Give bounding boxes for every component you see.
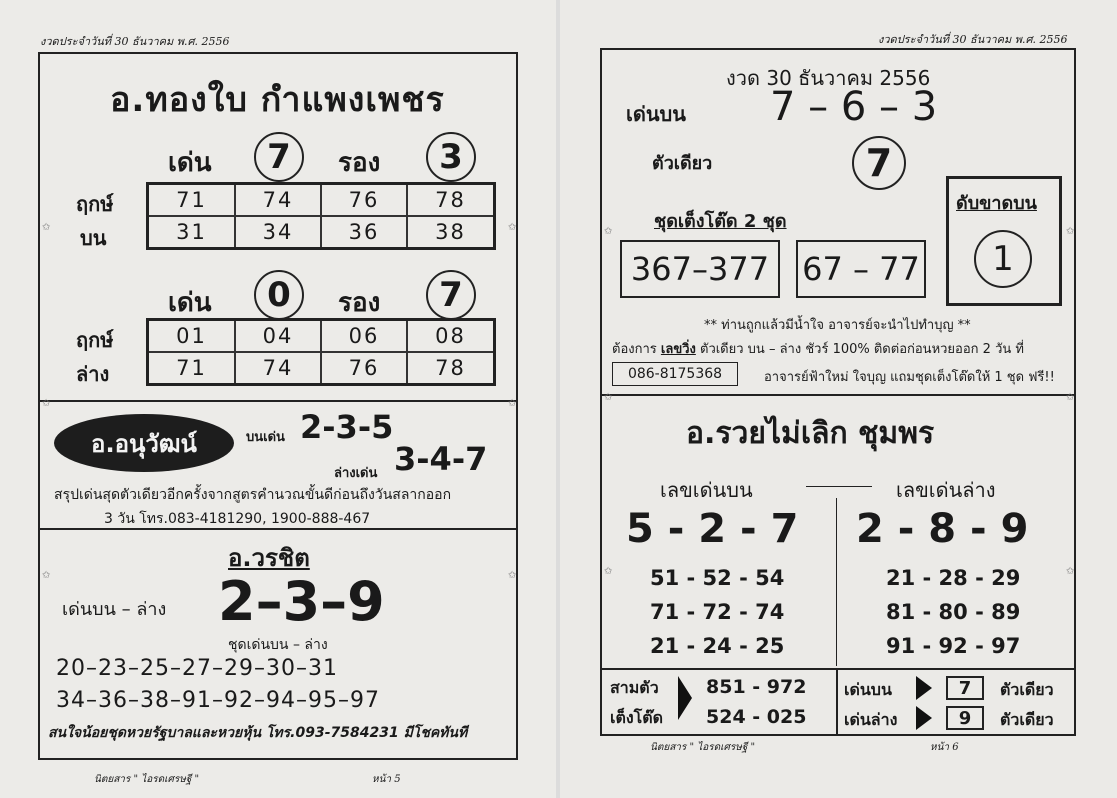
table-cell: 76 [321, 184, 407, 217]
three-digit-label: สามตัว [610, 678, 659, 697]
top-single-digit: 7 [946, 676, 984, 700]
note-line [612, 338, 1024, 359]
table-cell: 36 [321, 216, 407, 249]
section-divider [600, 394, 1076, 396]
tote-value: 524 - 025 [706, 706, 807, 728]
arrow-right-icon [678, 676, 692, 720]
note-suffix: ตัวเดียว บน – ล่าง ชัวร์ 100% ติดต่อก่อนหวยออก 2 วัน ที่ [700, 342, 1024, 357]
table-cell: 71 [148, 352, 235, 385]
main-label: เด่น [168, 288, 212, 318]
note-line: ** ท่านถูกแล้วมีน้ำใจ อาจารย์จะนำไปทำบุญ ** [704, 318, 971, 333]
table-cell: 78 [407, 184, 494, 217]
right-page [560, 0, 1117, 798]
star-icon: ✩ [1066, 392, 1075, 403]
table-cell: 01 [148, 320, 235, 353]
arrow-right-icon [916, 706, 932, 730]
top-single-suffix: ตัวเดียว [1000, 680, 1054, 699]
bottom-single-label: เด่นล่าง [844, 710, 898, 729]
number-set-line: 34–36–38–91–92–94–95–97 [56, 688, 380, 713]
footer-advert: สนใจน้อยชุดหวยรัฐบาลและหวยหุ้น โทร.093-7584231 มีโชคทันที [48, 725, 468, 741]
upper-label: บนเด่น [246, 430, 285, 445]
bottom-single-digit: 9 [946, 706, 984, 730]
star-icon: ✩ [42, 398, 51, 409]
star-icon: ✩ [42, 570, 51, 581]
single-label: ตัวเดียว [652, 153, 713, 174]
upper-number-row: 71 - 72 - 74 [650, 600, 785, 624]
upper-value: 2-3-5 [300, 408, 394, 446]
page-footer-right: หน้า 6 [930, 742, 959, 753]
main-label: เด่น [168, 148, 212, 178]
section-title: อ.วรชิต [228, 544, 310, 572]
star-icon: ✩ [42, 222, 51, 233]
lower-number-row: 91 - 92 - 97 [886, 634, 1021, 658]
sub-digit-circle: 7 [426, 270, 476, 320]
table-cell: 74 [235, 184, 321, 217]
main-digit-circle: 7 [254, 132, 304, 182]
lower-label: ล่างเด่น [334, 466, 378, 481]
section-title: อ.รวยไม่เลิก ชุมพร [686, 416, 935, 451]
main-digit-circle: 0 [254, 270, 304, 320]
table-cell: 08 [407, 320, 494, 353]
description-line: สรุปเด่นสุดตัวเดียวอีกครั้งจากสูตรคำนวณขั้นดีก่อนถึงวันสลากออก [54, 487, 452, 503]
main-numbers: 2–3–9 [218, 570, 385, 633]
table-cell: 74 [235, 352, 321, 385]
cut-digit-circle: 1 [974, 230, 1032, 288]
row-label: ฤกษ์ [76, 328, 114, 352]
tote-label: เต็งโต๊ด [610, 708, 664, 727]
label-connector [806, 486, 872, 487]
row-label: บน [80, 226, 107, 250]
number-set-box: 367–377 [620, 240, 780, 298]
lower-main-numbers: 2 - 8 - 9 [856, 506, 1029, 552]
note-line: อาจารย์ฟ้าใหม่ ใจบุญ แถมชุดเต็งโต๊ดให้ 1 ชุด ฟรี!! [764, 370, 1055, 385]
table-cell: 34 [235, 216, 321, 249]
table-cell: 71 [148, 184, 235, 217]
table-cell: 31 [148, 216, 235, 249]
star-icon: ✩ [508, 570, 517, 581]
number-set-line: 20–23–25–27–29–30–31 [56, 656, 338, 681]
section-divider [38, 400, 518, 402]
star-icon: ✩ [604, 392, 613, 403]
contact-line: 3 วัน โทร.083-4181290, 1900-888-467 [104, 511, 371, 527]
page-header: งวดประจำวันที่ 30 ธันวาคม พ.ศ. 2556 [40, 35, 230, 48]
single-digit-circle: 7 [852, 136, 906, 190]
draw-date: งวด 30 ธันวาคม 2556 [726, 66, 931, 90]
sub-label: รอง [338, 288, 381, 318]
top-label: เด่นบน [626, 102, 686, 126]
page-footer-left: นิตยสาร " ไอรดเศรษฐี " [650, 742, 756, 753]
table-cell: 38 [407, 216, 494, 249]
phone-box: 086-8175368 [612, 362, 738, 386]
row-label: ล่าง [76, 362, 110, 386]
left-page [0, 0, 556, 798]
cut-label: ดับขาดบน [956, 193, 1037, 214]
note-emphasis: เลขวิ่ง [660, 342, 696, 357]
top-numbers: 7 – 6 – 3 [770, 84, 938, 130]
set-label: ชุดเด่นบน – ล่าง [228, 637, 328, 653]
upper-main-numbers: 5 - 2 - 7 [626, 506, 799, 552]
page-footer-right: หน้า 5 [372, 774, 401, 785]
sub-digit-circle: 3 [426, 132, 476, 182]
section-divider [600, 668, 1076, 670]
star-icon: ✩ [604, 566, 613, 577]
table-cell: 06 [321, 320, 407, 353]
number-set-box: 67 – 77 [796, 240, 926, 298]
section-divider [38, 528, 518, 530]
table-cell: 78 [407, 352, 494, 385]
section-title: อ.ทองใบ กำแพงเพชร [110, 80, 445, 120]
star-icon: ✩ [604, 226, 613, 237]
star-icon: ✩ [508, 398, 517, 409]
number-table [146, 182, 496, 250]
number-table [146, 318, 496, 386]
star-icon: ✩ [1066, 566, 1075, 577]
upper-number-row: 21 - 24 - 25 [650, 634, 785, 658]
lower-value: 3-4-7 [394, 440, 488, 478]
lower-label: เลขเด่นล่าง [896, 478, 996, 502]
note-prefix: ต้องการ [612, 342, 657, 357]
page-footer-left: นิตยสาร " ไอรดเศรษฐี " [94, 774, 200, 785]
upper-number-row: 51 - 52 - 54 [650, 566, 785, 590]
star-icon: ✩ [1066, 226, 1075, 237]
arrow-right-icon [916, 676, 932, 700]
lower-number-row: 81 - 80 - 89 [886, 600, 1021, 624]
name-badge: อ.อนุวัฒน์ [54, 414, 234, 472]
column-divider [836, 498, 837, 666]
row-label: ฤกษ์ [76, 192, 114, 216]
sub-label: รอง [338, 148, 381, 178]
top-bottom-label: เด่นบน – ล่าง [62, 599, 167, 620]
column-divider [836, 668, 838, 734]
set-title: ชุดเต็งโต๊ด 2 ชุด [654, 211, 787, 232]
page-header: งวดประจำวันที่ 30 ธันวาคม พ.ศ. 2556 [878, 33, 1068, 46]
three-digit-value: 851 - 972 [706, 676, 807, 698]
top-single-label: เด่นบน [844, 680, 892, 699]
table-cell: 76 [321, 352, 407, 385]
bottom-single-suffix: ตัวเดียว [1000, 710, 1054, 729]
upper-label: เลขเด่นบน [660, 478, 753, 502]
table-cell: 04 [235, 320, 321, 353]
star-icon: ✩ [508, 222, 517, 233]
lower-number-row: 21 - 28 - 29 [886, 566, 1021, 590]
